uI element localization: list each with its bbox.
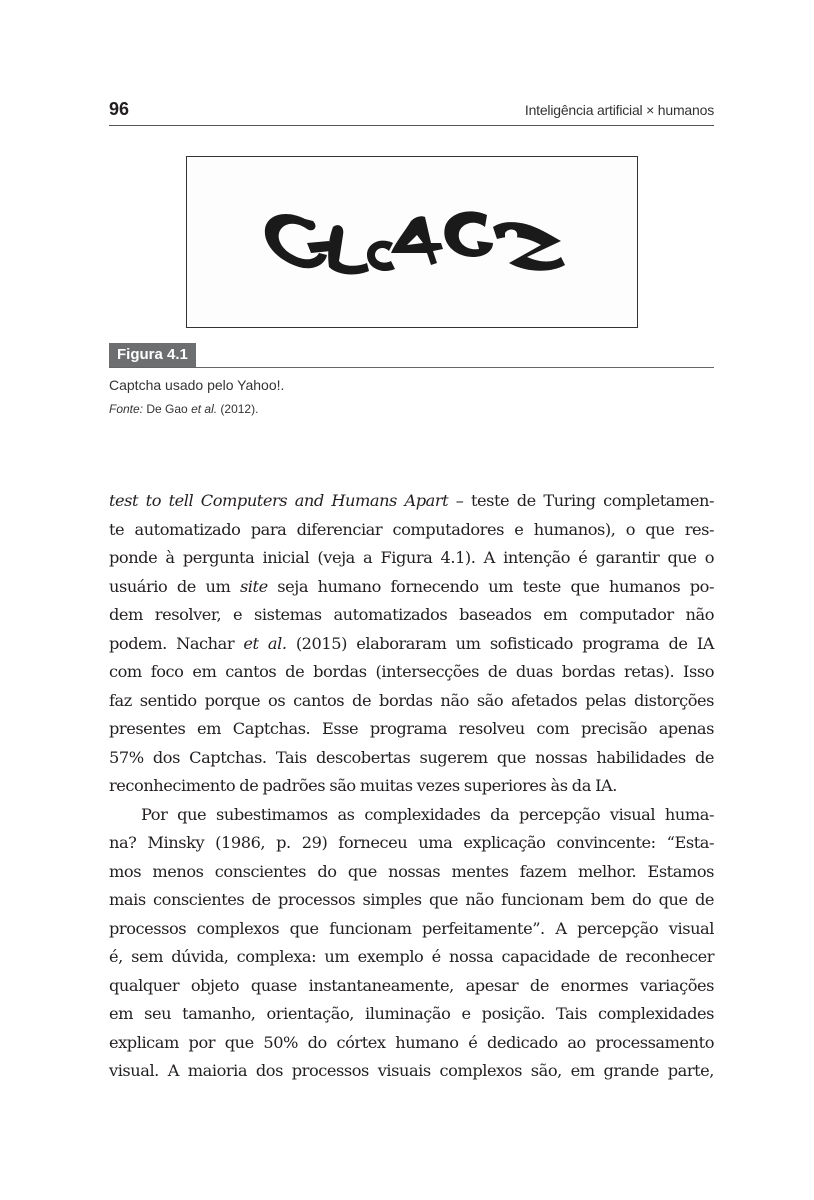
source-prefix: Fonte: xyxy=(109,402,144,416)
line-text: – teste de Turing completamen- xyxy=(448,491,715,510)
line-text: podem. Nachar xyxy=(109,633,244,653)
text-line: ponde à pergunta inicial (veja a Figura 4.1). A intenção é garantir que o xyxy=(109,548,714,567)
figure-label: Figura 4.1 xyxy=(109,343,196,367)
text-line: com foco em cantos de bordas (intersecções de duas bordas retas). Isso xyxy=(109,662,714,681)
source-authors: De Gao xyxy=(143,402,192,416)
italic-term: test to tell Computers and Humans Apart xyxy=(109,491,449,510)
line-text: (2015) elaboraram um sofisticado programa de IA xyxy=(286,633,714,653)
text-line: em seu tamanho, orientação, iluminação e posição. Tais complexidades xyxy=(109,1004,714,1023)
text-line: qualquer objeto quase instantaneamente, apesar de enormes variações xyxy=(109,975,714,995)
captcha-glyph xyxy=(493,222,565,271)
captcha-glyph xyxy=(505,230,517,242)
captcha-glyph xyxy=(265,214,327,268)
text-line xyxy=(109,630,714,659)
captcha-glyph xyxy=(367,241,395,271)
text-line xyxy=(109,487,714,516)
source-etal: et al. xyxy=(191,402,218,416)
figure-source xyxy=(109,402,258,416)
text-line: é, sem dúvida, complexa: um exemplo é nossa capacidade de reconhecer xyxy=(109,947,714,966)
text-line xyxy=(109,573,714,602)
captcha-glyph xyxy=(444,211,493,257)
text-line: faz sentido porque os cantos de bordas não são afetados pelas distorções xyxy=(109,690,714,710)
text-line: reconhecimento de padrões são muitas vezes superiores às da IA. xyxy=(109,776,617,795)
paragraph-1 xyxy=(109,487,714,801)
captcha-image xyxy=(187,157,637,327)
text-line: 57% dos Captchas. Tais descobertas sugerem que nossas habilidades de xyxy=(109,747,714,767)
italic-term: site xyxy=(239,576,268,596)
line-text: seja humano fornecendo um teste que humanos po- xyxy=(267,576,714,596)
paragraph-2 xyxy=(109,801,714,1086)
line-text: usuário de um xyxy=(109,576,240,596)
figure-caption: Captcha usado pelo Yahoo!. xyxy=(109,377,285,393)
italic-term: et al. xyxy=(243,633,287,653)
text-line: mais conscientes de processos simples que não funcionam bem do que de xyxy=(109,890,714,909)
text-line: visual. A maioria dos processos visuais complexos são, em grande parte, xyxy=(109,1061,714,1080)
text-line: dem resolver, e sistemas automatizados baseados em computador não xyxy=(109,605,714,624)
page-header xyxy=(109,99,714,126)
text-line: na? Minsky (1986, p. 29) forneceu uma explicação convincente: “Esta- xyxy=(109,833,714,852)
text-line: presentes em Captchas. Esse programa resolveu com precisão apenas xyxy=(109,719,714,738)
running-title: Inteligência artificial × humanos xyxy=(524,102,714,118)
figure-label-row xyxy=(109,343,714,368)
text-line: mos menos conscientes do que nossas mentes fazem melhor. Estamos xyxy=(109,861,714,881)
text-line: Por que subestimamos as complexidades da percepção visual huma- xyxy=(141,804,714,824)
captcha-glyph xyxy=(307,241,331,253)
captcha-figure xyxy=(186,156,638,328)
text-line: explicam por que 50% do córtex humano é dedicado ao processamento xyxy=(109,1032,714,1052)
body-text xyxy=(109,487,714,1086)
page-number: 96 xyxy=(109,99,130,119)
source-year: (2012). xyxy=(217,402,259,416)
captcha-glyph xyxy=(328,225,369,274)
text-line: te automatizado para diferenciar computadores e humanos), o que res- xyxy=(109,519,714,539)
captcha-glyph xyxy=(391,216,443,265)
text-line: processos complexos que funcionam perfeitamente”. A percepção visual xyxy=(109,918,714,938)
